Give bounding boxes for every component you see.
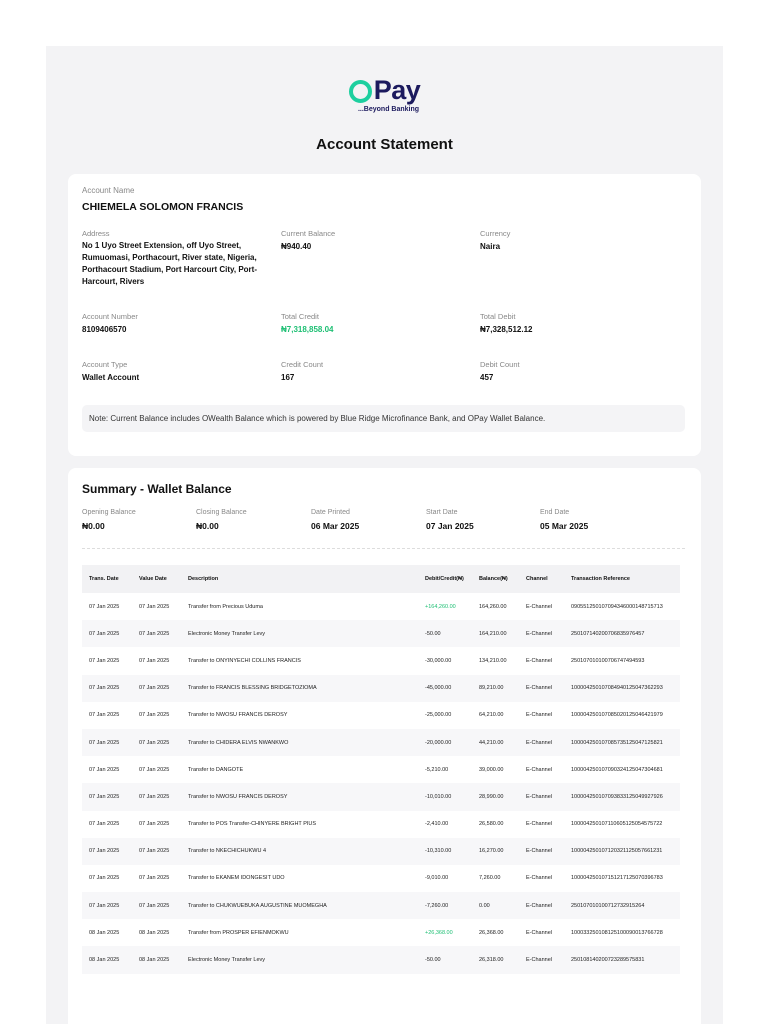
- cell-trans-date: 08 Jan 2025: [82, 946, 132, 973]
- cell-balance: 7,260.00: [479, 875, 501, 882]
- cell-channel: E-Channel: [519, 783, 564, 810]
- cell-channel: E-Channel: [526, 766, 552, 773]
- date-printed-label: Date Printed: [311, 509, 350, 516]
- cell-amount: -50.00: [418, 620, 472, 647]
- account-name-label: Account Name: [82, 186, 135, 195]
- cell-reference: 100004250107085020125046421979: [571, 712, 663, 719]
- table-row: [82, 811, 680, 838]
- cell-reference: 100004250107090324125047304681: [571, 766, 663, 773]
- cell-reference: 100004250107093833125049927926: [564, 783, 680, 810]
- table-row: [82, 946, 680, 973]
- cell-channel: E-Channel: [526, 712, 552, 719]
- current-balance-label: Current Balance: [281, 229, 336, 238]
- cell-amount: -25,000.00: [425, 712, 452, 719]
- cell-value-date: 08 Jan 2025: [132, 946, 181, 973]
- closing-balance-value: ₦0.00: [196, 521, 219, 531]
- cell-reference: 250107010100706747494593: [571, 657, 645, 664]
- cell-value-date: 07 Jan 2025: [132, 838, 181, 865]
- col-trans-date: Trans. Date: [82, 565, 132, 593]
- opay-logo: [46, 76, 723, 113]
- summary-card: [68, 468, 701, 1024]
- cell-channel: E-Channel: [526, 875, 552, 882]
- cell-description: Transfer to ONYINYECHI COLLINS FRANCIS: [188, 657, 301, 664]
- table-row: [82, 919, 680, 946]
- cell-description: Transfer to NWOSU FRANCIS DEROSY: [188, 712, 288, 719]
- address-value: No 1 Uyo Street Extension, off Uyo Street, Rumuomasi, Porthacourt, River state, Nigeria, Porthacourt Stadium, Port Harcourt City, Port-Harcourt, Rivers: [82, 241, 257, 286]
- cell-reference: 100033250108125100090013766728: [571, 929, 663, 936]
- cell-balance: 44,210.00: [472, 729, 519, 756]
- cell-value-date: 07 Jan 2025: [139, 875, 170, 882]
- cell-balance: 28,990.00: [472, 783, 519, 810]
- cell-reference: 100004250107084940125047362293: [564, 675, 680, 702]
- account-name: CHIEMELA SOLOMON FRANCIS: [82, 201, 244, 213]
- cell-value-date: 07 Jan 2025: [139, 766, 170, 773]
- start-date-value: 07 Jan 2025: [426, 521, 474, 531]
- cell-amount: -10,010.00: [418, 783, 472, 810]
- cell-amount: +164,260.00: [425, 603, 456, 610]
- transactions-table: [82, 565, 680, 974]
- cell-channel: E-Channel: [526, 657, 552, 664]
- cell-description: Transfer to FRANCIS BLESSING BRIDGETOZIOMA: [181, 675, 418, 702]
- table-header-row: [82, 565, 680, 593]
- cell-channel: E-Channel: [526, 821, 552, 828]
- cell-trans-date: 07 Jan 2025: [82, 620, 132, 647]
- account-type-value: Wallet Account: [82, 373, 140, 382]
- cell-amount: -2,410.00: [425, 821, 449, 828]
- cell-amount: -10,310.00: [418, 838, 472, 865]
- cell-description: Electronic Money Transfer Levy: [181, 946, 418, 973]
- cell-reference: 090551250107094346000148715713: [571, 603, 663, 610]
- cell-reference: 100004250107085735125047125821: [564, 729, 680, 756]
- cell-balance: 89,210.00: [472, 675, 519, 702]
- end-date-label: End Date: [540, 509, 570, 516]
- cell-description: Transfer to EKANEM IDONGESIT UDO: [188, 875, 285, 882]
- statement-page: [46, 46, 723, 1024]
- logo-text: Pay: [373, 75, 421, 105]
- total-debit-value: ₦7,328,512.12: [480, 325, 533, 334]
- cell-amount: -9,010.00: [425, 875, 449, 882]
- table-row: [82, 647, 680, 674]
- cell-description: Transfer to CHUKWUEBUKA AUGUSTINE MUOMEGHA: [181, 892, 418, 919]
- cell-amount: -5,210.00: [425, 766, 449, 773]
- table-row: [82, 675, 680, 702]
- cell-value-date: 07 Jan 2025: [139, 603, 170, 610]
- cell-channel: E-Channel: [519, 620, 564, 647]
- cell-trans-date: 07 Jan 2025: [89, 821, 120, 828]
- date-printed-value: 06 Mar 2025: [311, 521, 360, 531]
- credit-count-value: 167: [281, 373, 295, 382]
- cell-description: Transfer to NKECHICHUKWU 4: [181, 838, 418, 865]
- cell-reference: 250108140200723289575831: [564, 946, 680, 973]
- currency-label: Currency: [480, 229, 511, 238]
- currency-value: Naira: [480, 242, 501, 251]
- cell-amount: -50.00: [418, 946, 472, 973]
- cell-channel: E-Channel: [526, 929, 552, 936]
- cell-description: Transfer to NWOSU FRANCIS DEROSY: [181, 783, 418, 810]
- table-row: [82, 593, 680, 620]
- col-description: Description: [181, 565, 418, 593]
- table-row: [82, 783, 680, 810]
- cell-value-date: 07 Jan 2025: [132, 620, 181, 647]
- cell-trans-date: 07 Jan 2025: [82, 838, 132, 865]
- cell-balance: 26,580.00: [479, 821, 504, 828]
- closing-balance-label: Closing Balance: [196, 509, 247, 516]
- cell-value-date: 07 Jan 2025: [139, 657, 170, 664]
- debit-count-label: Debit Count: [480, 360, 520, 369]
- col-channel: Channel: [519, 565, 564, 593]
- cell-balance: 164,260.00: [479, 603, 507, 610]
- col-reference: Transaction Reference: [564, 565, 680, 593]
- cell-channel: E-Channel: [519, 838, 564, 865]
- total-credit-value: ₦7,318,858.04: [281, 325, 334, 334]
- cell-trans-date: 07 Jan 2025: [82, 729, 132, 756]
- opening-balance-label: Opening Balance: [82, 509, 136, 516]
- account-type-label: Account Type: [82, 360, 128, 369]
- cell-trans-date: 07 Jan 2025: [82, 675, 132, 702]
- table-row: [82, 756, 680, 783]
- cell-trans-date: 07 Jan 2025: [89, 712, 120, 719]
- cell-trans-date: 07 Jan 2025: [89, 657, 120, 664]
- logo-tagline: ...Beyond Banking: [357, 105, 420, 113]
- start-date-label: Start Date: [426, 509, 458, 516]
- cell-channel: E-Channel: [519, 892, 564, 919]
- opening-balance-value: ₦0.00: [82, 521, 105, 531]
- cell-description: Transfer from Precious Uduma: [188, 603, 263, 610]
- credit-count-label: Credit Count: [281, 360, 324, 369]
- cell-value-date: 08 Jan 2025: [139, 929, 170, 936]
- cell-amount: -45,000.00: [418, 675, 472, 702]
- cell-amount: -7,260.00: [418, 892, 472, 919]
- cell-description: Transfer from PROSPER EFIENMOKWU: [188, 929, 289, 936]
- cell-channel: E-Channel: [519, 729, 564, 756]
- cell-balance: 134,210.00: [479, 657, 507, 664]
- address-label: Address: [82, 229, 110, 238]
- account-number-value: 8109406570: [82, 325, 127, 334]
- cell-value-date: 07 Jan 2025: [139, 712, 170, 719]
- cell-trans-date: 07 Jan 2025: [82, 783, 132, 810]
- cell-trans-date: 07 Jan 2025: [82, 892, 132, 919]
- cell-reference: 250107010100712732915264: [564, 892, 680, 919]
- cell-balance: 164,210.00: [472, 620, 519, 647]
- cell-reference: 100004250107110605125054575722: [571, 821, 663, 828]
- cell-amount: +26,368.00: [425, 929, 453, 936]
- total-debit-label: Total Debit: [480, 312, 516, 321]
- summary-title: Summary - Wallet Balance: [82, 482, 232, 496]
- cell-trans-date: 07 Jan 2025: [89, 875, 120, 882]
- page-title: Account Statement: [316, 136, 453, 153]
- col-debit-credit: Debit/Credit(₦): [418, 565, 472, 593]
- cell-reference: 100004250107120321125057661231: [564, 838, 680, 865]
- opay-o-icon: [349, 80, 372, 103]
- current-balance-value: ₦940.40: [281, 242, 312, 251]
- cell-balance: 39,000.00: [479, 766, 504, 773]
- cell-reference: 100004250107151217125070396783: [571, 875, 663, 882]
- cell-description: Transfer to DANGOTE: [188, 766, 244, 773]
- cell-amount: -30,000.00: [425, 657, 452, 664]
- cell-balance: 64,210.00: [479, 712, 504, 719]
- cell-value-date: 07 Jan 2025: [132, 892, 181, 919]
- account-info-card: [68, 174, 701, 456]
- cell-trans-date: 08 Jan 2025: [89, 929, 120, 936]
- table-row: [82, 865, 680, 892]
- cell-channel: E-Channel: [519, 675, 564, 702]
- table-row: [82, 892, 680, 919]
- cell-balance: 0.00: [472, 892, 519, 919]
- cell-balance: 26,368.00: [479, 929, 504, 936]
- cell-value-date: 07 Jan 2025: [139, 821, 170, 828]
- account-number-label: Account Number: [82, 312, 138, 321]
- end-date-value: 05 Mar 2025: [540, 521, 589, 531]
- total-credit-label: Total Credit: [281, 312, 319, 321]
- cell-value-date: 07 Jan 2025: [132, 783, 181, 810]
- cell-amount: -20,000.00: [418, 729, 472, 756]
- table-row: [82, 620, 680, 647]
- cell-reference: 250107140200706835976457: [564, 620, 680, 647]
- col-value-date: Value Date: [132, 565, 181, 593]
- cell-balance: 26,318.00: [472, 946, 519, 973]
- col-balance: Balance(₦): [472, 565, 519, 593]
- cell-channel: E-Channel: [519, 946, 564, 973]
- cell-value-date: 07 Jan 2025: [132, 729, 181, 756]
- balance-note: Note: Current Balance includes OWealth Balance which is powered by Blue Ridge Microfinance Bank, and OPay Wallet Balance.: [82, 405, 685, 432]
- table-row: [82, 838, 680, 865]
- cell-trans-date: 07 Jan 2025: [89, 766, 120, 773]
- table-row: [82, 729, 680, 756]
- cell-trans-date: 07 Jan 2025: [89, 603, 120, 610]
- cell-value-date: 07 Jan 2025: [132, 675, 181, 702]
- table-row: [82, 702, 680, 729]
- cell-balance: 16,270.00: [472, 838, 519, 865]
- cell-description: Electronic Money Transfer Levy: [181, 620, 418, 647]
- divider: [82, 548, 685, 549]
- cell-description: Transfer to POS Transfer-CHINYERE BRIGHT PIUS: [188, 821, 317, 828]
- cell-channel: E-Channel: [526, 603, 552, 610]
- debit-count-value: 457: [480, 373, 494, 382]
- cell-description: Transfer to CHIDERA ELVIS NWANKWO: [181, 729, 418, 756]
